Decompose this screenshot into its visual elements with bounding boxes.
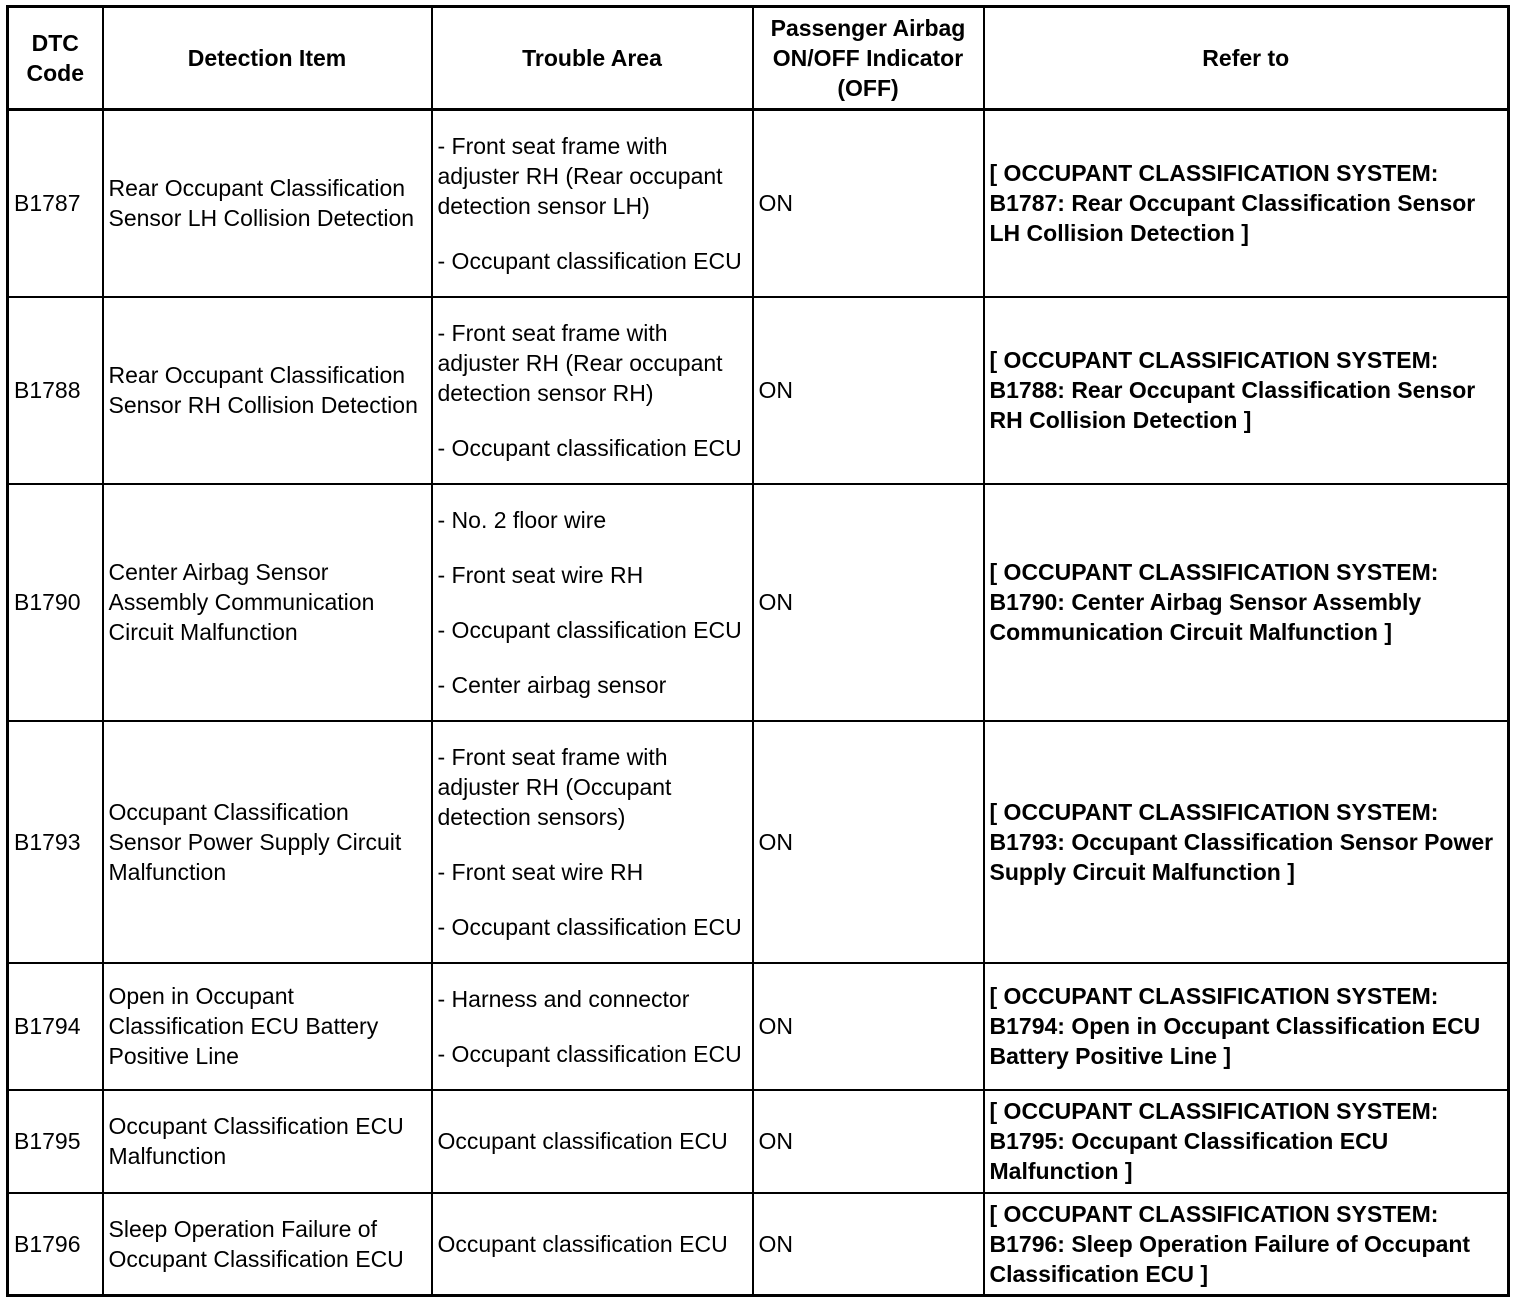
detection-item-cell: Sleep Operation Failure of Occupant Classification ECU [103, 1193, 432, 1296]
trouble-area-line: - Front seat wire RH [437, 858, 644, 885]
table-row [8, 1193, 1509, 1296]
trouble-area-line: - Center airbag sensor [437, 671, 667, 698]
trouble-area-spacer [438, 535, 747, 560]
indicator-cell: ON [753, 721, 984, 963]
trouble-area-spacer [438, 408, 747, 433]
trouble-area-line: - Occupant classification ECU [437, 247, 742, 274]
trouble-area-cell [432, 484, 753, 721]
detection-item-cell: Occupant Classification ECU Malfunction [103, 1090, 432, 1193]
refer-link-cell: [ OCCUPANT CLASSIFICATION SYSTEM: B1794: Open in Occupant Classification ECU Battery Positive Line ] [984, 963, 1509, 1090]
trouble-area-line: - Front seat frame with adjuster RH (Occupant detection sensors) [437, 743, 672, 830]
trouble-area-spacer [438, 887, 747, 912]
refer-link-cell: [ OCCUPANT CLASSIFICATION SYSTEM: B1787: Rear Occupant Classification Sensor LH Collision Detection ] [984, 110, 1509, 297]
dtc-code-cell: B1787 [8, 110, 103, 297]
trouble-area-line: - Occupant classification ECU [437, 1040, 742, 1067]
trouble-area-cell [432, 1090, 753, 1193]
header-detection-item: Detection Item [103, 7, 432, 110]
trouble-area-cell [432, 721, 753, 963]
header-row [8, 7, 1509, 110]
refer-link-cell: [ OCCUPANT CLASSIFICATION SYSTEM: B1796: Sleep Operation Failure of Occupant Classification ECU ] [984, 1193, 1509, 1296]
dtc-table [6, 5, 1510, 1297]
dtc-code-cell: B1794 [8, 963, 103, 1090]
trouble-area-cell [432, 110, 753, 297]
refer-link-cell: [ OCCUPANT CLASSIFICATION SYSTEM: B1790: Center Airbag Sensor Assembly Communication Circuit Malfunction ] [984, 484, 1509, 721]
header-refer-to: Refer to [984, 7, 1509, 110]
trouble-area-spacer [438, 221, 747, 246]
refer-link-cell: [ OCCUPANT CLASSIFICATION SYSTEM: B1795: Occupant Classification ECU Malfunction ] [984, 1090, 1509, 1193]
dtc-code-cell: B1793 [8, 721, 103, 963]
trouble-area-spacer [438, 590, 747, 615]
table-row [8, 297, 1509, 484]
trouble-area-cell [432, 963, 753, 1090]
trouble-area-line: - Front seat wire RH [437, 561, 644, 588]
trouble-area-spacer [438, 645, 747, 670]
dtc-code-cell: B1788 [8, 297, 103, 484]
trouble-area-line: - No. 2 floor wire [437, 506, 607, 533]
trouble-area-cell [432, 1193, 753, 1296]
trouble-area-line: - Harness and connector [437, 985, 690, 1012]
indicator-cell: ON [753, 963, 984, 1090]
header-indicator: Passenger Airbag ON/OFF Indicator (OFF) [753, 7, 984, 110]
table-row [8, 484, 1509, 721]
trouble-area-line: - Front seat frame with adjuster RH (Rear occupant detection sensor LH) [437, 132, 723, 219]
trouble-area-cell [432, 297, 753, 484]
detection-item-cell: Center Airbag Sensor Assembly Communication Circuit Malfunction [103, 484, 432, 721]
trouble-area-spacer [438, 1014, 747, 1039]
table-header [8, 7, 1509, 110]
detection-item-cell: Occupant Classification Sensor Power Supply Circuit Malfunction [103, 721, 432, 963]
indicator-cell: ON [753, 1193, 984, 1296]
trouble-area-line: Occupant classification ECU [437, 1128, 728, 1154]
dtc-code-cell: B1790 [8, 484, 103, 721]
refer-link-cell: [ OCCUPANT CLASSIFICATION SYSTEM: B1793: Occupant Classification Sensor Power Supply Circuit Malfunction ] [984, 721, 1509, 963]
table-row [8, 963, 1509, 1090]
trouble-area-line: - Occupant classification ECU [437, 616, 742, 643]
detection-item-cell: Rear Occupant Classification Sensor LH Collision Detection [103, 110, 432, 297]
dtc-code-cell: B1796 [8, 1193, 103, 1296]
header-trouble-area: Trouble Area [432, 7, 753, 110]
table-row [8, 1090, 1509, 1193]
header-dtc-code: DTC Code [8, 7, 103, 110]
indicator-cell: ON [753, 1090, 984, 1193]
table-body [8, 110, 1509, 1296]
indicator-cell: ON [753, 297, 984, 484]
detection-item-cell: Rear Occupant Classification Sensor RH Collision Detection [103, 297, 432, 484]
detection-item-cell: Open in Occupant Classification ECU Battery Positive Line [103, 963, 432, 1090]
trouble-area-line: - Front seat frame with adjuster RH (Rear occupant detection sensor RH) [437, 319, 723, 406]
trouble-area-line: - Occupant classification ECU [437, 434, 742, 461]
trouble-area-line: Occupant classification ECU [437, 1230, 728, 1257]
refer-link-cell: [ OCCUPANT CLASSIFICATION SYSTEM: B1788: Rear Occupant Classification Sensor RH Collision Detection ] [984, 297, 1509, 484]
trouble-area-line: - Occupant classification ECU [437, 913, 742, 940]
dtc-code-cell: B1795 [8, 1090, 103, 1193]
indicator-cell: ON [753, 110, 984, 297]
table-row [8, 110, 1509, 297]
indicator-cell: ON [753, 484, 984, 721]
trouble-area-spacer [438, 832, 747, 857]
table-row [8, 721, 1509, 963]
